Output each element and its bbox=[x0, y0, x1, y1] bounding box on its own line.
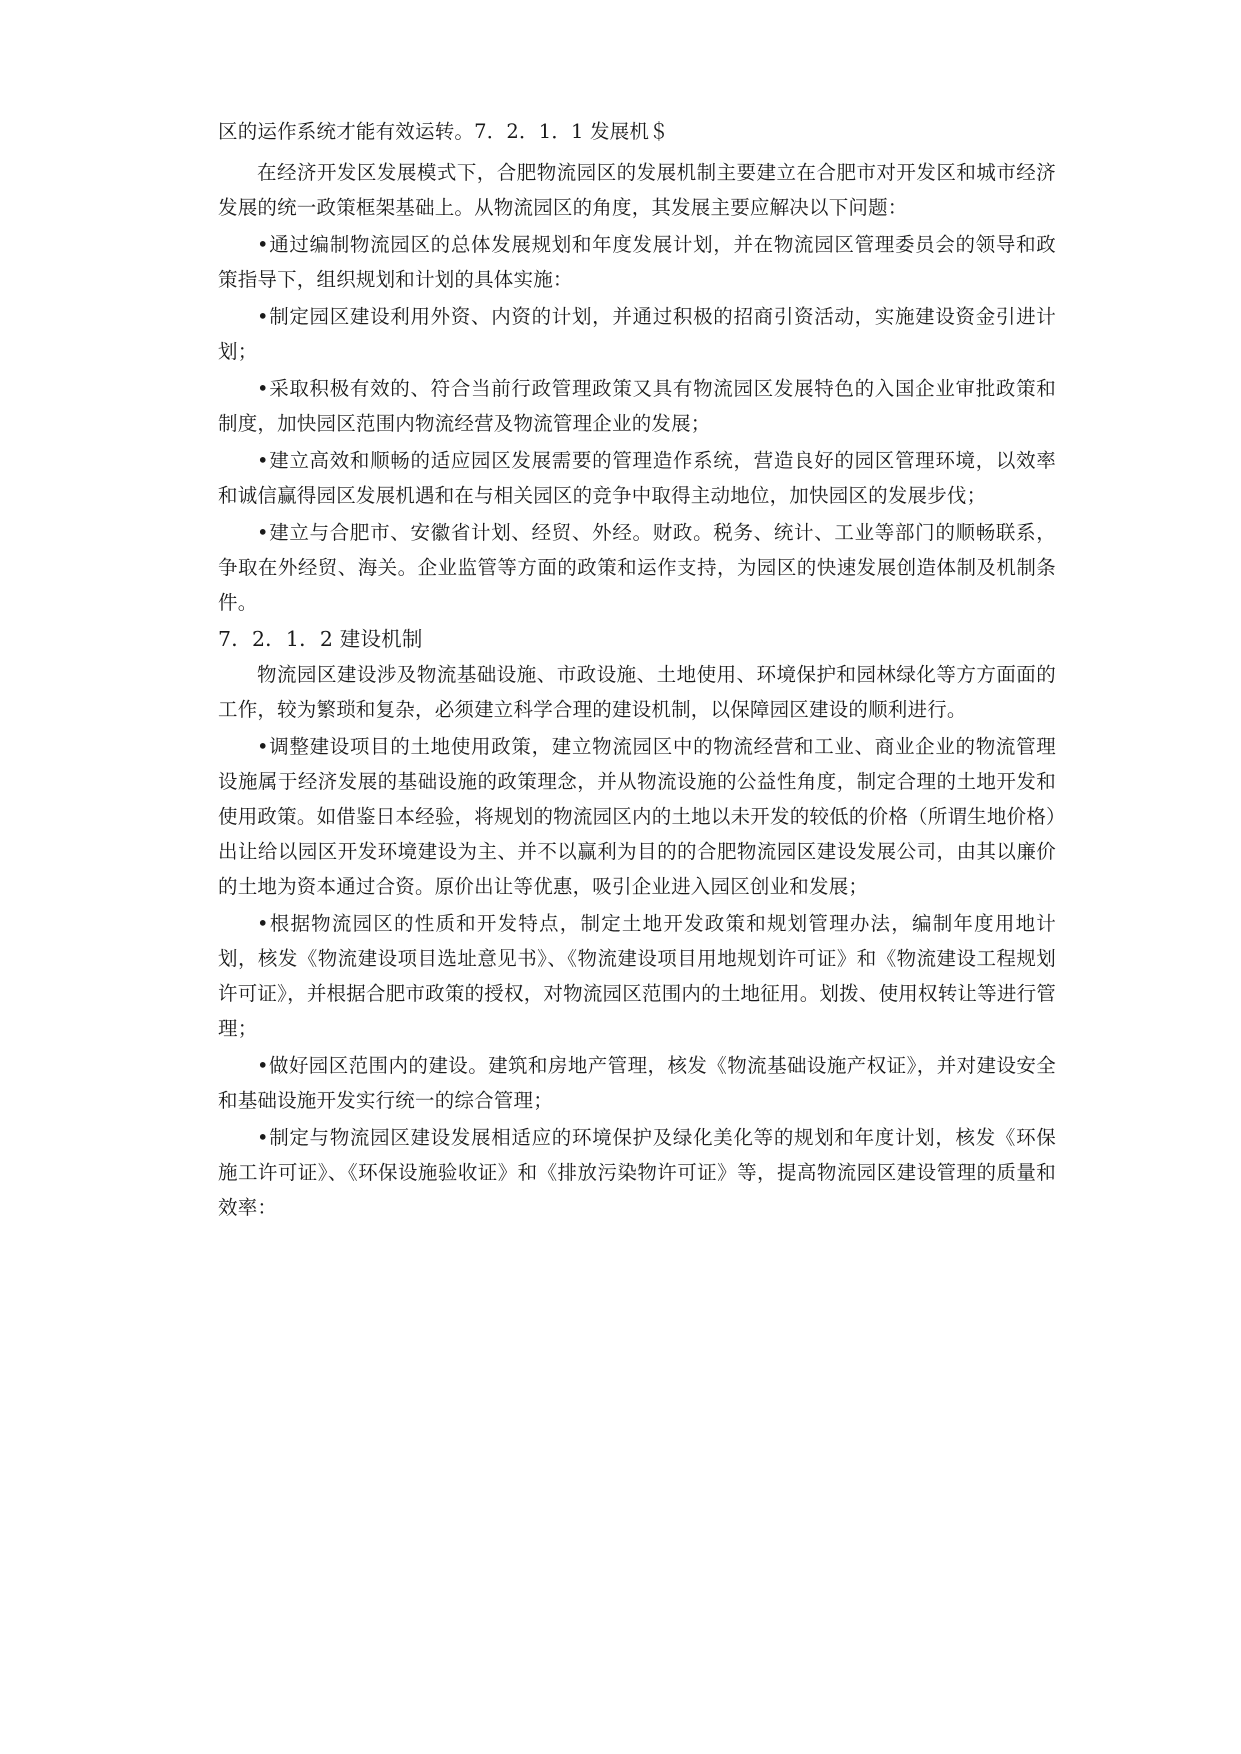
bullet-paragraph: •做好园区范围内的建设。建筑和房地产管理，核发《物流基础设施产权证》，并对建设安全和基础设施开发实行统一的综合管理； bbox=[218, 1054, 1056, 1112]
paragraph-continuation: 区的运作系统才能有效运转。7．2．1．1 发展机＄ bbox=[218, 120, 669, 143]
bullet-paragraph: •建立与合肥市、安徽省计划、经贸、外经。财政。税务、统计、工业等部门的顺畅联系，争取在外经贸、海关。企业监管等方面的政策和运作支持，为园区的快速发展创造体制及机制条件。 bbox=[218, 521, 1056, 614]
section-heading: 7．2．1．2 建设机制 bbox=[218, 627, 423, 651]
bullet-paragraph: •建立高效和顺畅的适应园区发展需要的管理造作系统，营造良好的园区管理环境，以效率和诚信赢得园区发展机遇和在与相关园区的竞争中取得主动地位，加快园区的发展步伐； bbox=[218, 449, 1056, 507]
bullet-paragraph: •通过编制物流园区的总体发展规划和年度发展计划，并在物流园区管理委员会的领导和政策指导下，组织规划和计划的具体实施： bbox=[218, 233, 1056, 291]
bullet-paragraph: •制定与物流园区建设发展相适应的环境保护及绿化美化等的规划和年度计划，核发《环保施工许可证》、《环保设施验收证》和《排放污染物许可证》等，提高物流园区建设管理的质量和效率： bbox=[218, 1126, 1056, 1219]
bullet-paragraph: •采取积极有效的、符合当前行政管理政策又具有物流园区发展特色的入国企业审批政策和制度，加快园区范围内物流经营及物流管理企业的发展； bbox=[218, 377, 1056, 435]
document-body bbox=[218, 114, 1056, 1227]
paragraph-intro: 在经济开发区发展模式下，合肥物流园区的发展机制主要建立在合肥市对开发区和城市经济发展的统一政策框架基础上。从物流园区的角度，其发展主要应解决以下问题： bbox=[218, 161, 1056, 219]
bullet-paragraph: •根据物流园区的性质和开发特点，制定土地开发政策和规划管理办法，编制年度用地计划，核发《物流建设项目选址意见书》、《物流建设项目用地规划许可证》和《物流建设工程规划许可证》，并根据合肥市政策的授权，对物流园区范围内的土地征用。划拨、使用权转让等进行管理； bbox=[218, 912, 1056, 1040]
bullet-paragraph: •调整建设项目的土地使用政策，建立物流园区中的物流经营和工业、商业企业的物流管理设施属于经济发展的基础设施的政策理念，并从物流设施的公益性角度，制定合理的土地开发和使用政策。如借鉴日本经验，将规划的物流园区内的土地以未开发的较低的价格（所谓生地价格）出让给以园区开发环境建设为主、并不以赢利为目的的合肥物流园区建设发展公司，由其以廉价的土地为资本通过合资。原价出让等优惠，吸引企业进入园区创业和发展； bbox=[218, 735, 1056, 898]
bullet-paragraph: •制定园区建设利用外资、内资的计划，并通过积极的招商引资活动，实施建设资金引进计划； bbox=[218, 305, 1056, 363]
paragraph-intro: 物流园区建设涉及物流基础设施、市政设施、土地使用、环境保护和园林绿化等方方面面的工作，较为繁琐和复杂，必须建立科学合理的建设机制，以保障园区建设的顺利进行。 bbox=[218, 663, 1056, 721]
